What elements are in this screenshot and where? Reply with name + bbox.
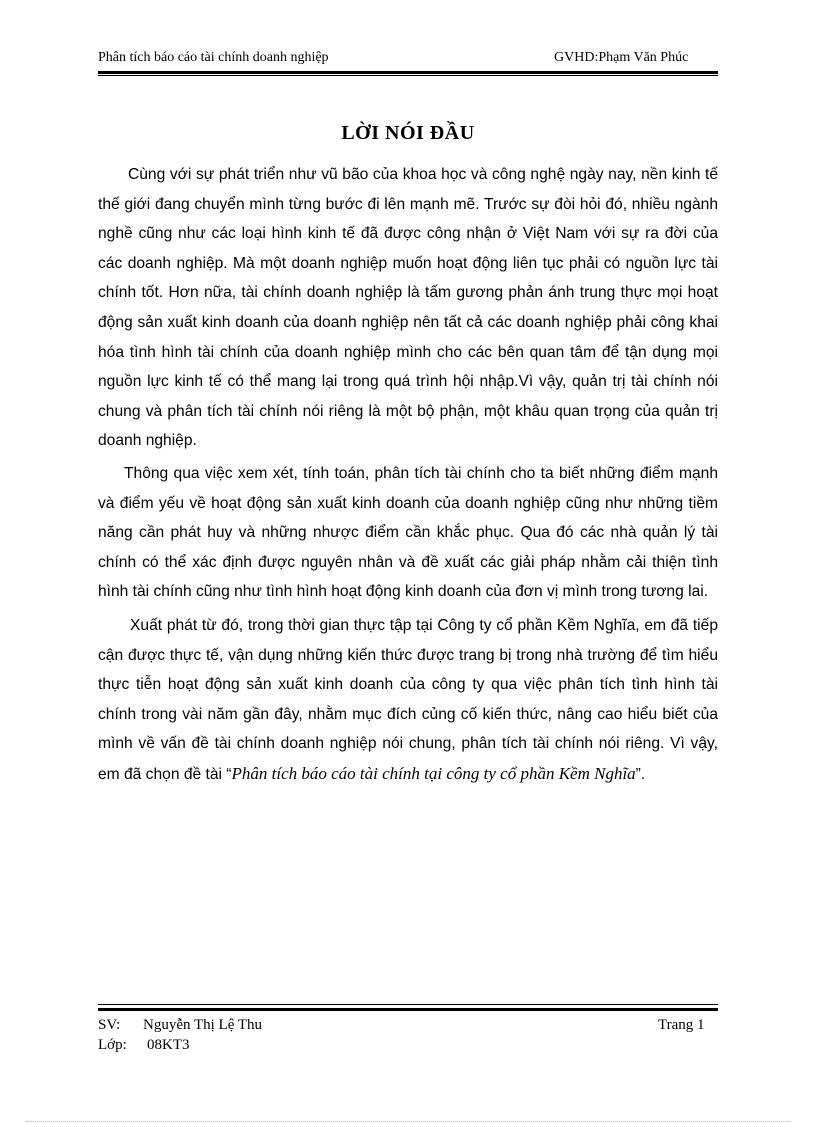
class-label: Lớp: — [98, 1037, 127, 1053]
paragraph-3-end: ”. — [635, 765, 646, 783]
footer-rule-thick — [98, 1008, 718, 1011]
page-bottom-border — [26, 1121, 790, 1122]
header-rule-thick — [98, 71, 718, 74]
student-label: SV: — [98, 1017, 121, 1033]
footer-rule-thin — [98, 1004, 718, 1005]
paragraph-2: Thông qua việc xem xét, tính toán, phân tích tài chính cho ta biết những điểm mạnh và điểm yếu về hoạt động sản xuất kinh doanh của doanh nghiệp cũng như những tiềm năng cần phát huy và những nhược điểm cần khắc phục. Qua đó các nhà quản lý tài chính có thể xác định được nguyên nhân và đề xuất các giải pháp nhằm cải thiện tình hình tài chính cũng như tình hình hoạt động kinh doanh của đơn vị mình trong tương lai. — [98, 464, 718, 601]
class-value: 08KT3 — [147, 1037, 190, 1053]
paragraph-3 — [98, 611, 718, 790]
page-title: LỜI NÓI ĐẦU — [341, 122, 475, 144]
paragraph-1: Cùng với sự phát triển như vũ bão của khoa học và công nghệ ngày nay, nền kinh tế thế giới đang chuyển mình từng bước đi lên mạnh mẽ. Trước sự đòi hỏi đó, nhiều ngành nghề cũng như các loại hình kinh tế đã được công nhận ở Việt Nam với sự ra đời của các doanh nghiệp. Mà một doanh nghiệp muốn hoạt động liên tục phải có nguồn lực tài chính tốt. Hơn nữa, tài chính doanh nghiệp là tấm gương phản ánh trung thực mọi hoạt động sản xuất kinh doanh của doanh nghiệp nên tất cả các doanh nghiệp phải công khai hóa tình hình tài chính của doanh nghiệp mình cho các bên quan tâm để tận dụng mọi nguồn lực kinh tế có thể mang lại trong quá trình hội nhập.Vì vậy, quản trị tài chính nói chung và phân tích tài chính nói riêng là một bộ phận, một khâu quan trọng của quản trị doanh nghiệp. — [98, 166, 718, 450]
header-rule-thin — [98, 75, 718, 76]
document-body — [98, 160, 718, 789]
paragraph-3-text: Xuất phát từ đó, trong thời gian thực tập tại Công ty cổ phần Kềm Nghĩa, em đã tiếp cận được thực tế, vận dụng những kiến thức được trang bị trong nhà trường để tìm hiểu thực tiễn hoạt động sản xuất kinh doanh của công ty qua việc phân tích tình hình tài chính trong vài năm gần đây, nhằm mục đích củng cố kiến thức, nâng cao hiểu biết của mình về vấn đề tài chính doanh nghiệp nói chung, phân tích tài chính nói riêng. Vì vậy, em đã chọn đề tài “ — [98, 616, 718, 783]
header-supervisor: GVHD:Phạm Văn Phúc — [554, 50, 689, 65]
header-title: Phân tích báo cáo tài chính doanh nghiệp — [98, 50, 329, 65]
thesis-topic: Phân tích báo cáo tài chính tại công ty cổ phần Kềm Nghĩa — [231, 763, 636, 783]
page-header — [98, 50, 718, 70]
page-number: Trang 1 — [658, 1017, 705, 1033]
student-name: Nguyễn Thị Lệ Thu — [143, 1017, 263, 1033]
